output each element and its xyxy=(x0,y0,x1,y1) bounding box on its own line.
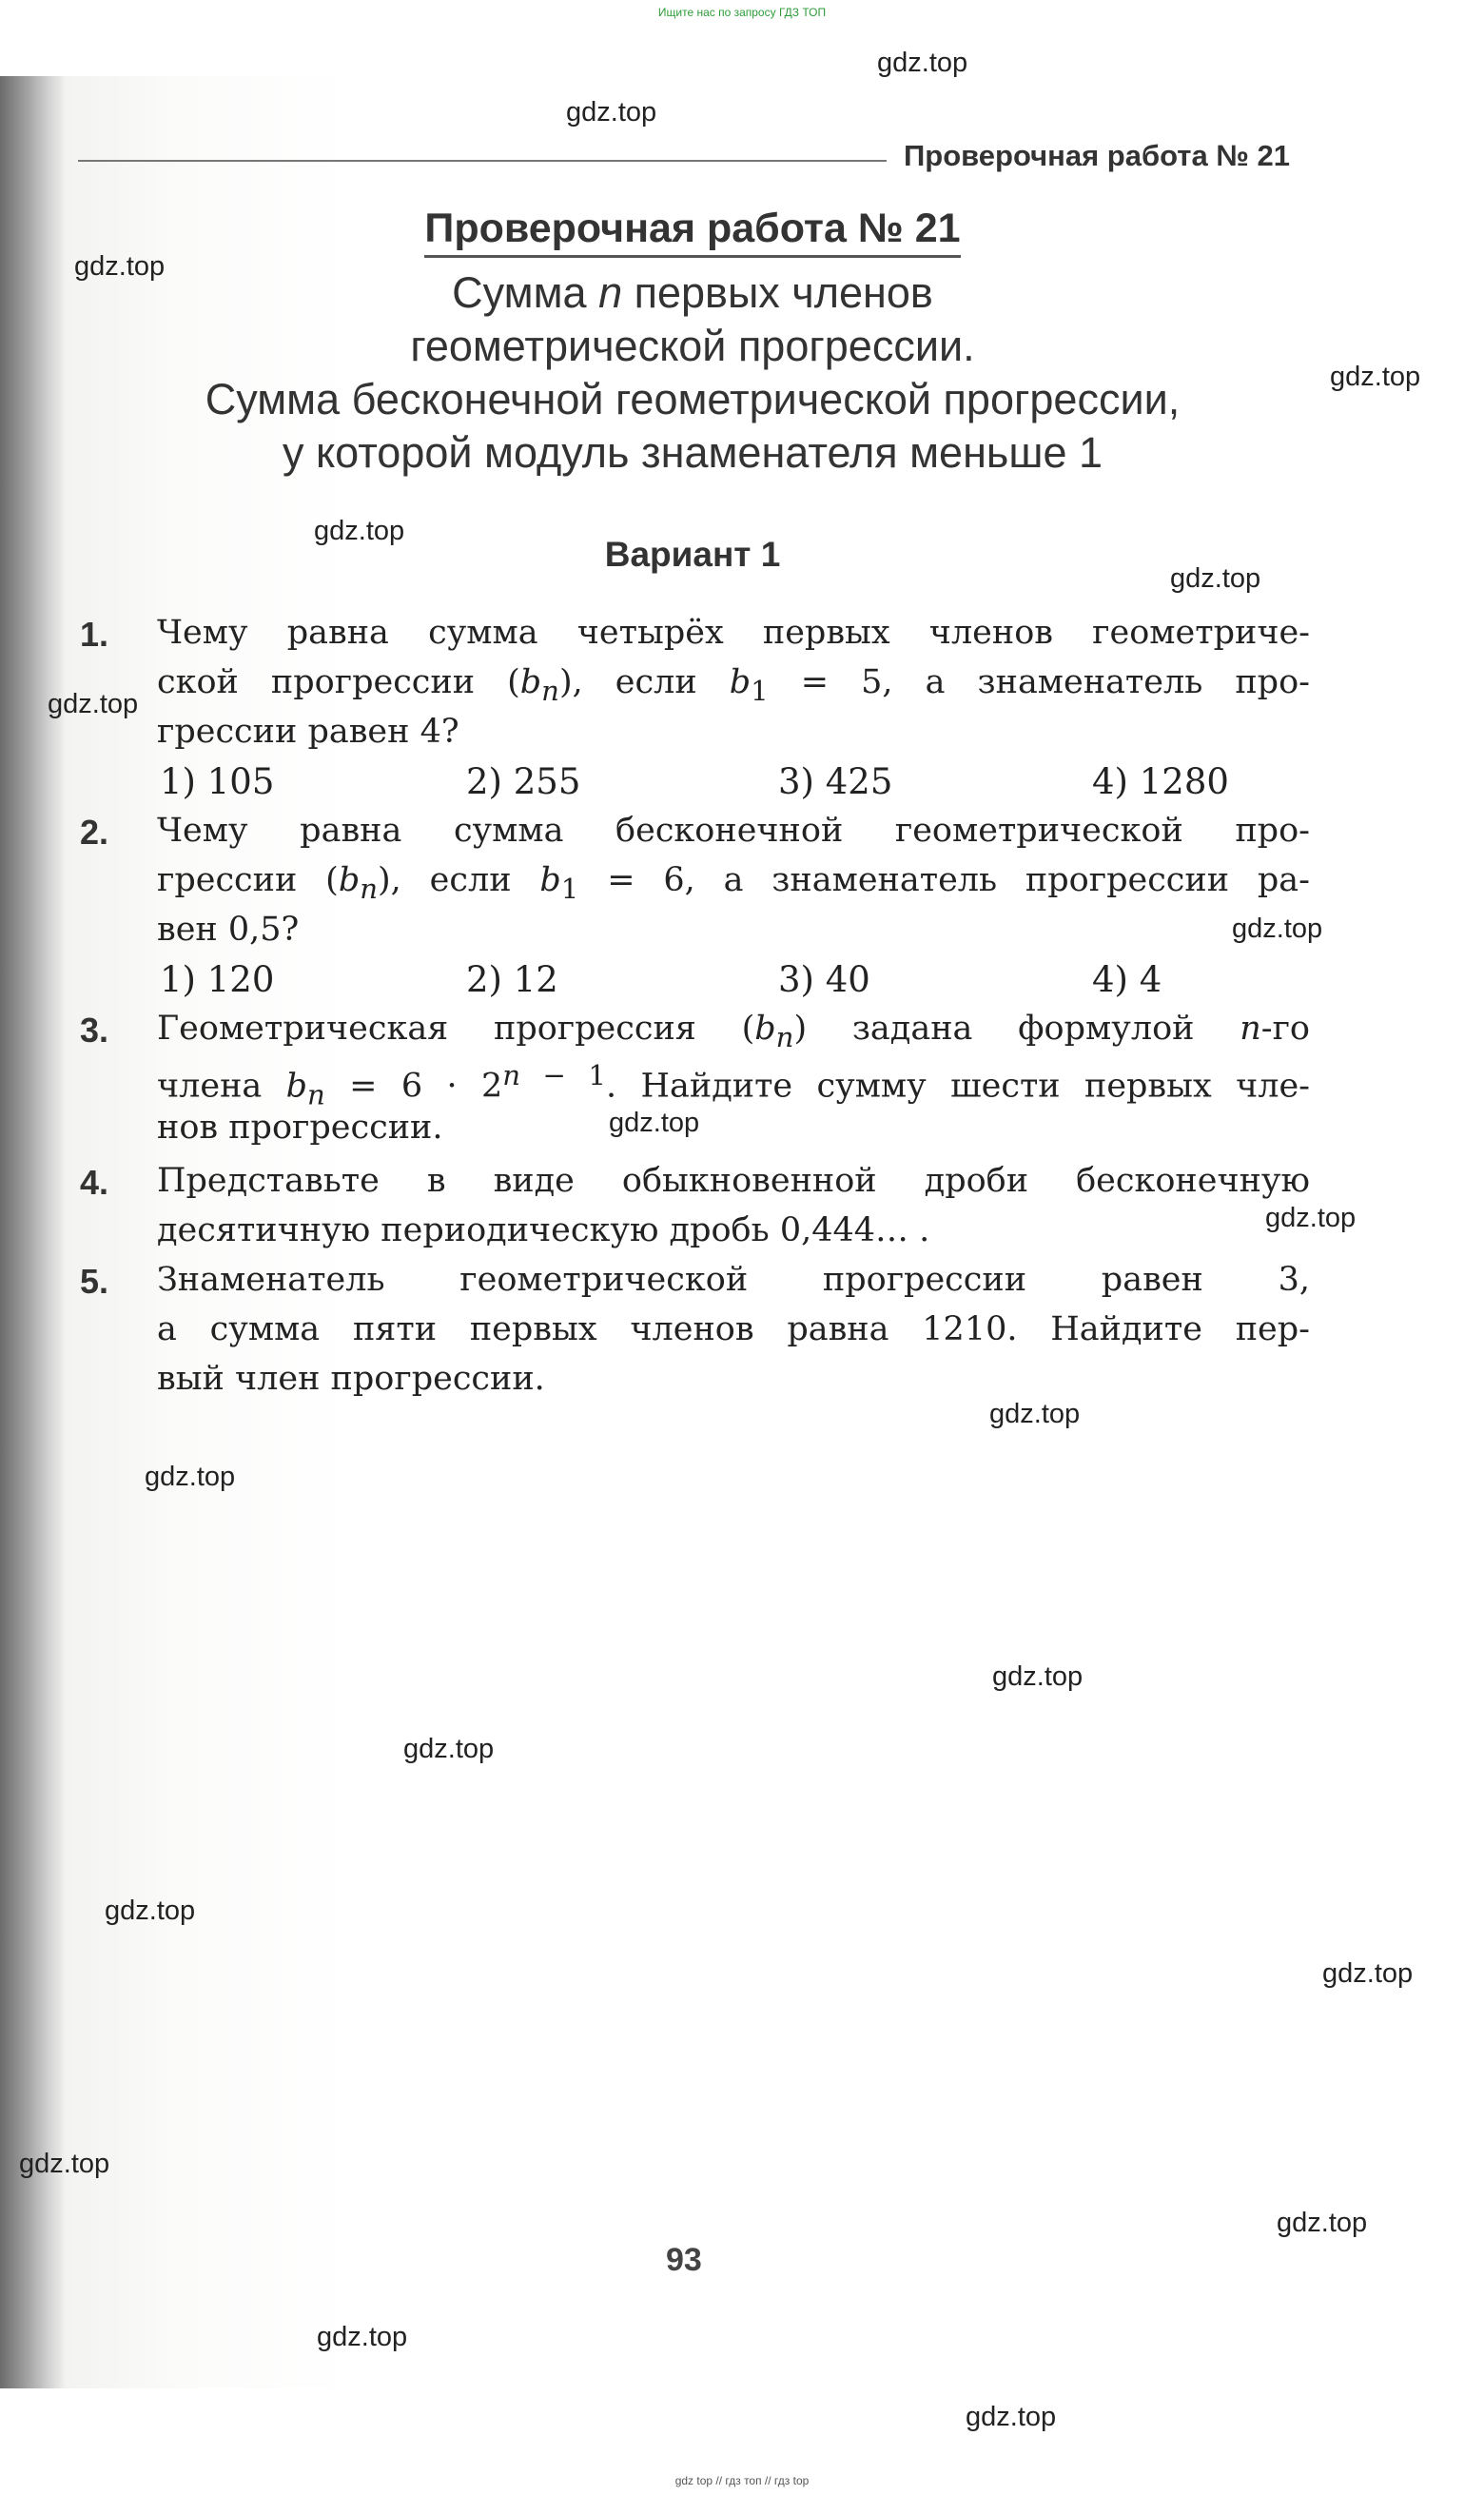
answer-option: 2) 12 xyxy=(466,959,558,1000)
watermark: gdz.top xyxy=(1330,362,1421,392)
watermark: gdz.top xyxy=(105,1896,196,1926)
watermark: gdz.top xyxy=(1277,2208,1368,2238)
title-text: Проверочная работа № 21 xyxy=(424,206,960,258)
task-line: вен 0,5? xyxy=(157,911,300,949)
answer-option: 2) 255 xyxy=(466,761,581,802)
watermark: gdz.top xyxy=(74,251,166,282)
task-line: нов прогрессии. xyxy=(157,1109,443,1147)
page-number: 93 xyxy=(666,2242,702,2278)
task-line: десятичную периодическую дробь 0,444… . xyxy=(157,1211,930,1249)
watermark: gdz.top xyxy=(1322,1958,1414,1989)
task-number: 2. xyxy=(80,813,109,852)
answer-option: 3) 40 xyxy=(778,959,870,1000)
answer-option: 3) 425 xyxy=(778,761,893,802)
task-line: грессии $(b_n)$, если $b_1 = 6$, а знаменатель прогрессии ра- xyxy=(157,861,1310,905)
task-line: члена $b_n = 6 \cdot 2^{n - 1}$. Найдите сумму шести первых чле- xyxy=(157,1059,1310,1111)
answer-option: 1) 120 xyxy=(160,959,275,1000)
watermark: gdz.top xyxy=(989,1399,1081,1429)
watermark: gdz.top xyxy=(966,2402,1057,2432)
task-line: вый член прогрессии. xyxy=(157,1360,545,1398)
page-title xyxy=(0,206,1385,252)
answer-option: 4) 4 xyxy=(1092,959,1162,1000)
watermark: gdz.top xyxy=(566,97,657,128)
watermark: gdz.top xyxy=(992,1661,1084,1692)
watermark: gdz.top xyxy=(877,48,968,78)
task-line: грессии равен 4? xyxy=(157,713,459,751)
task-number: 5. xyxy=(80,1262,109,1301)
watermark: gdz.top xyxy=(1232,914,1323,944)
watermark: gdz.top xyxy=(314,516,405,546)
subtitle-line-4: у которой модуль знаменателя меньше 1 xyxy=(282,428,1103,477)
task-line: а сумма пяти первых членов равна 1210. Найдите пер- xyxy=(157,1310,1310,1348)
watermark: gdz.top xyxy=(19,2149,110,2179)
watermark: gdz.top xyxy=(317,2322,408,2352)
watermark: gdz.top xyxy=(48,689,139,719)
task-line: ской прогрессии $(b_n)$, если $b_1 = 5$, а знаменатель про- xyxy=(157,663,1310,707)
top-note: Ищите нас по запросу ГДЗ ТОП xyxy=(657,6,827,19)
watermark: gdz.top xyxy=(403,1734,495,1764)
running-head: Проверочная работа № 21 xyxy=(904,139,1290,172)
subtitle-line-1: Сумма n первых членов xyxy=(452,268,933,317)
task-number: 4. xyxy=(80,1163,109,1202)
task-number: 1. xyxy=(80,615,109,654)
subtitle-line-3: Сумма бесконечной геометрической прогрессии, xyxy=(205,375,1181,423)
watermark: gdz.top xyxy=(145,1462,236,1492)
task-line: Представьте в виде обыкновенной дроби бесконечную xyxy=(157,1162,1310,1200)
answer-option: 1) 105 xyxy=(160,761,275,802)
task-line: Знаменатель геометрической прогрессии равен 3, xyxy=(157,1261,1310,1299)
watermark: gdz.top xyxy=(1170,563,1261,594)
watermark: gdz.top xyxy=(609,1108,700,1138)
task-line: Чему равна сумма четырёх первых членов геометриче- xyxy=(157,614,1310,652)
bottom-note: gdz top // гдз топ // гдз top xyxy=(674,2474,810,2487)
subtitle-line-2: геометрической прогрессии. xyxy=(410,322,975,370)
watermark: gdz.top xyxy=(1265,1203,1357,1233)
task-line: Чему равна сумма бесконечной геометрической про- xyxy=(157,812,1310,850)
answer-option: 4) 1280 xyxy=(1092,761,1229,802)
task-number: 3. xyxy=(80,1011,109,1050)
header-rule xyxy=(78,160,887,162)
variant-heading: Вариант 1 xyxy=(604,535,781,574)
task-line: Геометрическая прогрессия $(b_n)$ задана формулой n-го xyxy=(157,1010,1310,1053)
